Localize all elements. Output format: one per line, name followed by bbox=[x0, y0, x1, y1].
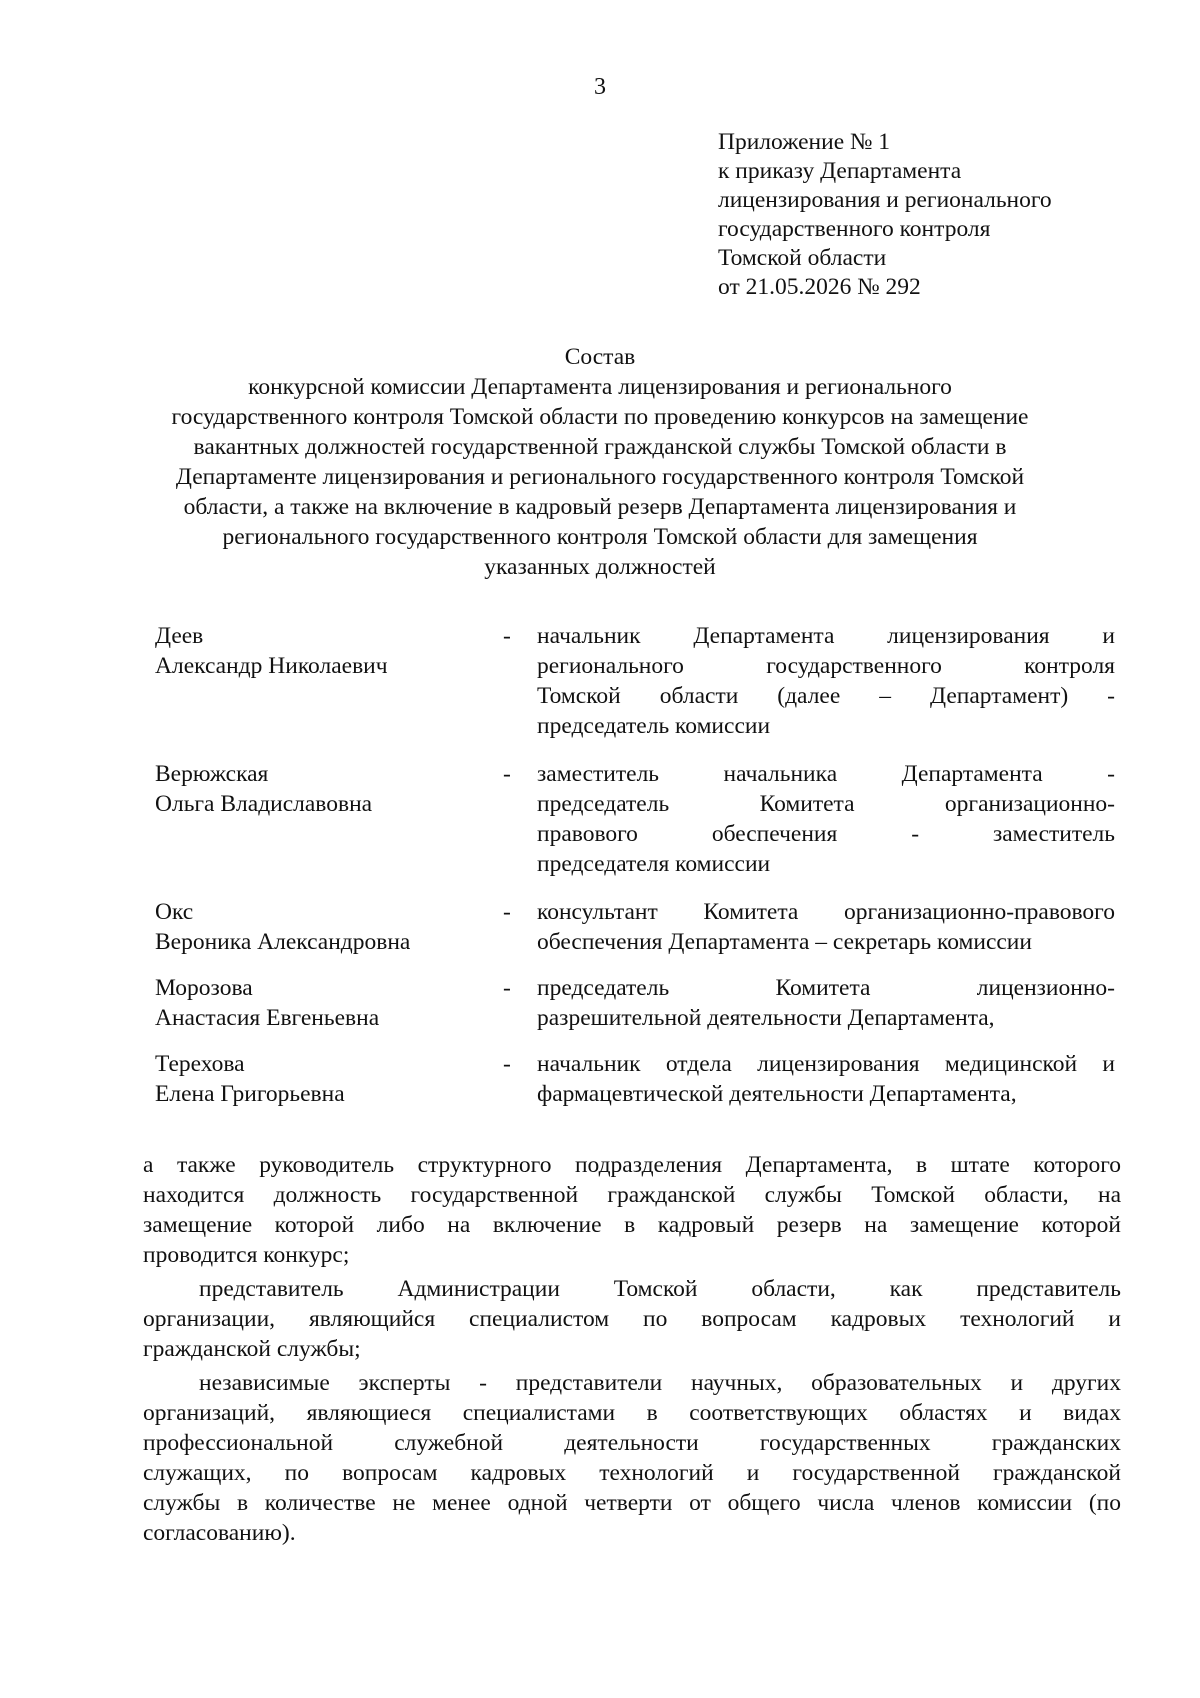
member-row bbox=[155, 897, 1115, 957]
member-surname: Верюжская bbox=[155, 761, 269, 787]
paragraph-line: независимые эксперты - представители научных, образовательных и других bbox=[199, 1370, 1121, 1396]
role-line: председателя комиссии bbox=[537, 851, 771, 877]
member-role bbox=[537, 1049, 1115, 1109]
role-line: разрешительной деятельности Департамента, bbox=[537, 1005, 995, 1031]
role-line: регионального государственного контроля bbox=[537, 653, 1115, 679]
role-line: начальник Департамента лицензирования и bbox=[537, 623, 1115, 649]
page-number: 3 bbox=[594, 74, 606, 100]
appendix-line: Томской области bbox=[718, 245, 887, 271]
member-given-names: Елена Григорьевна bbox=[155, 1081, 345, 1107]
commission-members bbox=[155, 621, 1115, 1109]
member-row bbox=[155, 759, 1115, 879]
member-surname: Окс bbox=[155, 899, 194, 925]
paragraph-line: согласованию). bbox=[143, 1520, 296, 1546]
paragraph bbox=[143, 1368, 1121, 1548]
paragraph-line: организаций, являющиеся специалистами в соответствующих областях и видах bbox=[143, 1400, 1121, 1426]
member-name bbox=[155, 897, 503, 957]
appendix-header bbox=[718, 128, 1158, 302]
member-surname: Терехова bbox=[155, 1051, 245, 1077]
role-line: Томской области (далее – Департамент) - bbox=[537, 683, 1115, 709]
paragraph-line: гражданской службы; bbox=[143, 1336, 361, 1362]
paragraph-line: службы в количестве не менее одной четверти от общего числа членов комиссии (по bbox=[143, 1490, 1121, 1516]
member-name bbox=[155, 973, 503, 1033]
member-role bbox=[537, 621, 1115, 741]
member-given-names: Вероника Александровна bbox=[155, 929, 411, 955]
role-line: обеспечения Департамента – секретарь комиссии bbox=[537, 929, 1032, 955]
member-name bbox=[155, 621, 503, 741]
appendix-line: государственного контроля bbox=[718, 216, 991, 242]
title-line: Департаменте лицензирования и регионального государственного контроля Томской bbox=[175, 464, 1025, 490]
member-surname: Деев bbox=[155, 623, 204, 649]
paragraph bbox=[143, 1150, 1121, 1270]
paragraph-line: замещение которой либо на включение в кадровый резерв на замещение которой bbox=[143, 1212, 1121, 1238]
paragraph-line: а также руководитель структурного подразделения Департамента, в штате которого bbox=[143, 1152, 1121, 1178]
paragraph-line: служащих, по вопросам кадровых технологий и государственной гражданской bbox=[143, 1460, 1121, 1486]
title-line: указанных должностей bbox=[484, 554, 716, 580]
role-line: председатель Комитета лицензионно- bbox=[537, 975, 1115, 1001]
member-row bbox=[155, 1049, 1115, 1109]
paragraph-line: представитель Администрации Томской области, как представитель bbox=[199, 1276, 1121, 1302]
paragraph-line: находится должность государственной гражданской службы Томской области, на bbox=[143, 1182, 1121, 1208]
role-line: председатель комиссии bbox=[537, 713, 771, 739]
title-heading: Состав bbox=[564, 344, 636, 370]
member-role bbox=[537, 897, 1115, 957]
title-line: вакантных должностей государственной гражданской службы Томской области в bbox=[193, 434, 1007, 460]
role-line: правового обеспечения - заместитель bbox=[537, 821, 1115, 847]
member-dash: - bbox=[503, 623, 511, 649]
title-line: конкурсной комиссии Департамента лицензирования и регионального bbox=[248, 374, 952, 400]
member-given-names: Александр Николаевич bbox=[155, 653, 388, 679]
member-dash: - bbox=[503, 761, 511, 787]
title-line: области, а также на включение в кадровый резерв Департамента лицензирования и bbox=[183, 494, 1017, 520]
closing-text bbox=[143, 1150, 1121, 1552]
role-line: начальник отдела лицензирования медицинской и bbox=[537, 1051, 1115, 1077]
title-line: государственного контроля Томской области по проведению конкурсов на замещение bbox=[171, 404, 1029, 430]
role-line: заместитель начальника Департамента - bbox=[537, 761, 1115, 787]
member-dash: - bbox=[503, 975, 511, 1001]
paragraph-line: проводится конкурс; bbox=[143, 1242, 350, 1268]
paragraph-line: профессиональной служебной деятельности государственных гражданских bbox=[143, 1430, 1121, 1456]
paragraph bbox=[143, 1274, 1121, 1364]
member-surname: Морозова bbox=[155, 975, 253, 1001]
member-role bbox=[537, 973, 1115, 1033]
member-name bbox=[155, 759, 503, 879]
member-dash: - bbox=[503, 1051, 511, 1077]
document-title bbox=[130, 342, 1070, 582]
appendix-line: лицензирования и регионального bbox=[718, 187, 1052, 213]
role-line: председатель Комитета организационно- bbox=[537, 791, 1115, 817]
member-given-names: Ольга Владиславовна bbox=[155, 791, 373, 817]
role-line: консультант Комитета организационно-правового bbox=[537, 899, 1115, 925]
member-row bbox=[155, 621, 1115, 741]
title-line: регионального государственного контроля Томской области для замещения bbox=[222, 524, 978, 550]
member-given-names: Анастасия Евгеньевна bbox=[155, 1005, 380, 1031]
appendix-line: к приказу Департамента bbox=[718, 158, 962, 184]
role-line: фармацевтической деятельности Департамента, bbox=[537, 1081, 1017, 1107]
member-role bbox=[537, 759, 1115, 879]
member-dash: - bbox=[503, 899, 511, 925]
paragraph-line: организации, являющийся специалистом по вопросам кадровых технологий и bbox=[143, 1306, 1121, 1332]
member-name bbox=[155, 1049, 503, 1109]
member-row bbox=[155, 973, 1115, 1033]
appendix-line: от 21.05.2026 № 292 bbox=[718, 274, 921, 300]
appendix-line: Приложение № 1 bbox=[718, 129, 891, 155]
